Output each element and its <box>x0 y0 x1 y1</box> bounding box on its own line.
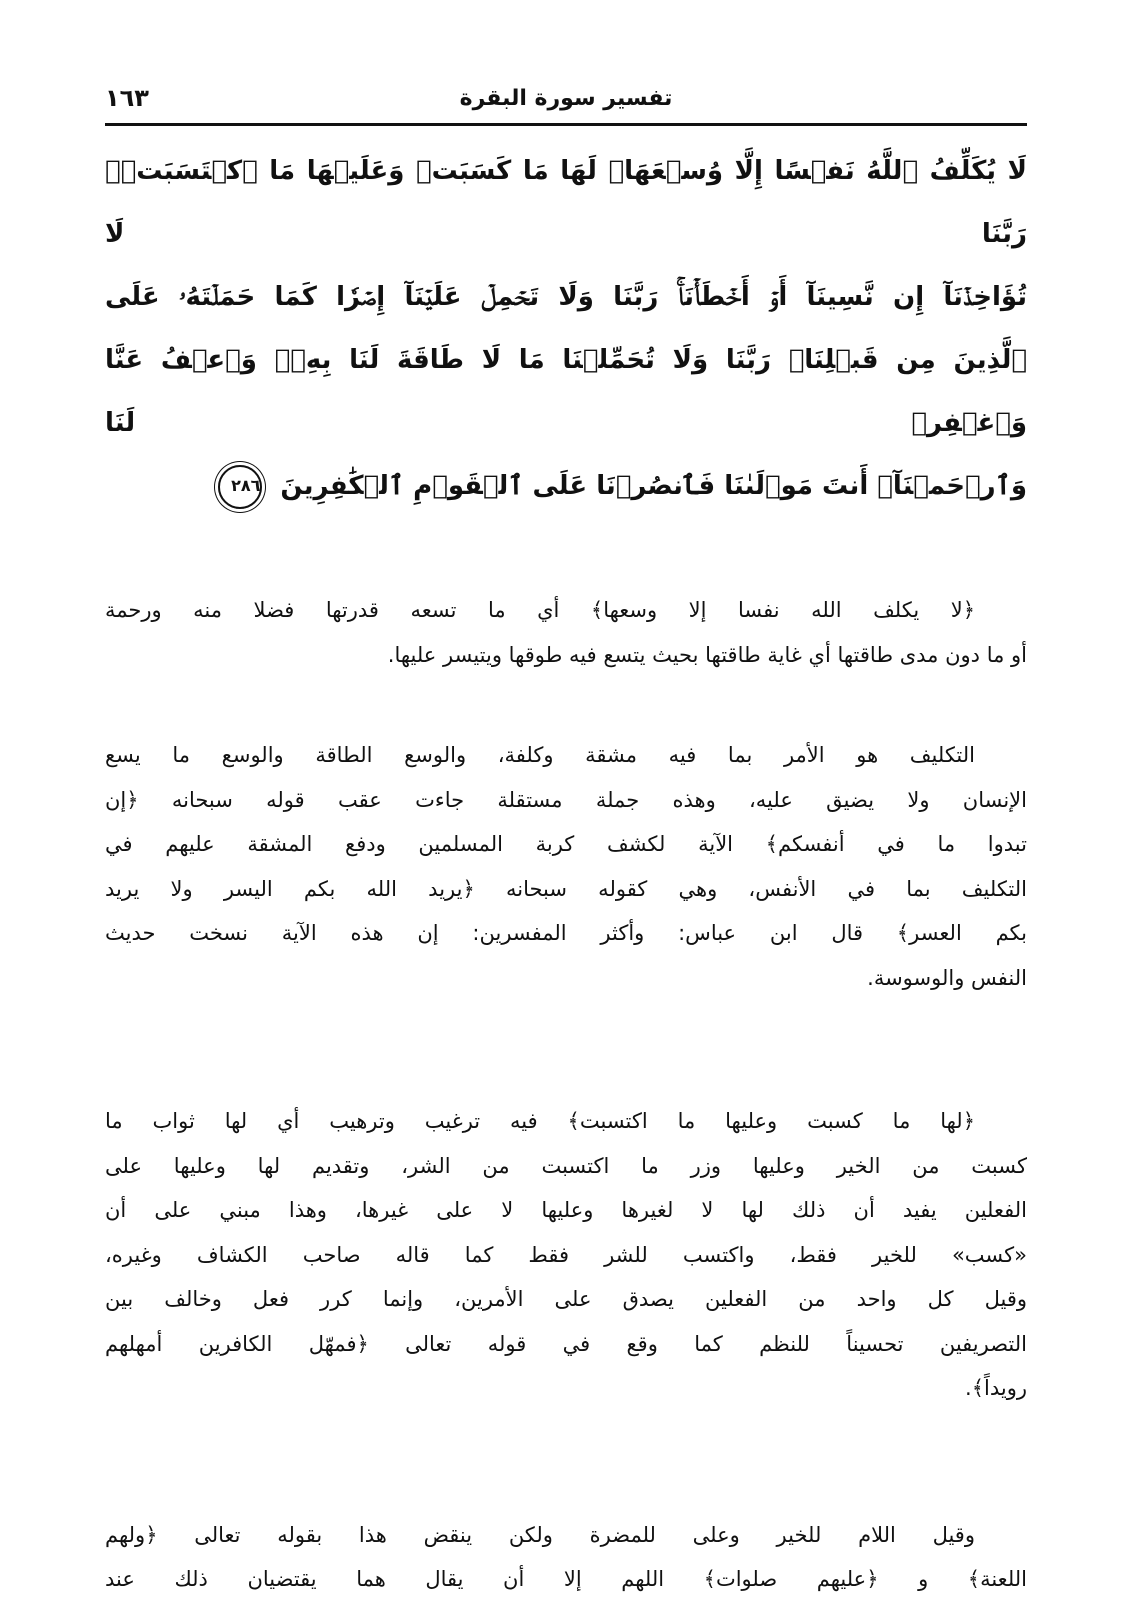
text-line: التكليف بما في الأنفس، وهي كقوله سبحانه ﴿يريد الله بكم اليسر ولا يريد <box>105 876 1027 901</box>
header-rule <box>105 123 1027 126</box>
text-line: ﴿لا يكلف الله نفسا إلا وسعها﴾ أي ما تسعه قدرتها فضلا منه ورحمة <box>105 598 975 622</box>
quran-verse-block <box>105 140 1027 518</box>
verse-line <box>105 329 1027 455</box>
text-line: الفعلين يفيد أن ذلك لها لا لغيرها وعليها لا على غيرها، وهذا مبني على أن <box>105 1198 1027 1222</box>
text-line: كسبت من الخير وعليها وزر ما اكتسبت من الشر، وتقديم لها وعليها على <box>105 1153 1027 1178</box>
text-line: اللعنة﴾ و ﴿عليهم صلوات﴾ اللهم إلا أن يقال هما يقتضيان ذلك عند <box>105 1567 1027 1591</box>
text-line: أو ما دون مدى طاقتها أي غاية طاقتها بحيث يتسع فيه طوقها ويتيسر عليها. <box>387 642 1027 667</box>
commentary-paragraph <box>105 733 1027 1000</box>
text-line: التكليف هو الأمر بما فيه مشقة وكلفة، والوسع الطاقة والوسع ما يسع <box>105 743 975 767</box>
text-line: ﴿لها ما كسبت وعليها ما اكتسبت﴾ فيه ترغيب وترهيب أي لها ثواب ما <box>105 1109 975 1133</box>
verse-text: لَا يُكَلِّفُ ٱللَّهُ نَفۡسًا إِلَّا وُسۡعَهَاۚ لَهَا مَا كَسَبَتۡ وَعَلَيۡهَا مَا ٱكۡتَسَبَتۡۗ رَبَّنَا لَا <box>105 156 1027 249</box>
text-line: النفس والوسوسة. <box>867 965 1027 990</box>
verse-line <box>105 266 1027 329</box>
page-number: ١٦٣ <box>105 84 149 112</box>
commentary-paragraph <box>105 1513 1027 1602</box>
text-line: وقيل اللام للخير وعلى للمضرة ولكن ينقض هذا بقوله تعالى ﴿ولهم <box>105 1522 975 1547</box>
commentary-body <box>105 588 1027 1602</box>
header-title: تفسير سورة البقرة <box>459 86 673 111</box>
commentary-paragraph <box>105 1099 1027 1411</box>
ayah-number-marker: ٢٨٦ <box>218 465 262 509</box>
verse-text: تُؤَاخِذۡنَآ إِن نَّسِينَآ أَوۡ أَخۡطَأۡنَاۚ رَبَّنَا وَلَا تَحۡمِلۡ عَلَيۡنَآ إِصۡرٗا كَمَا حَمَلۡتَهُۥ عَلَى <box>105 282 1027 312</box>
text-line: تبدوا ما في أنفسكم﴾ الآية لكشف كربة المسلمين ودفع المشقة عليهم في <box>105 832 1027 856</box>
running-header <box>105 82 1027 123</box>
verse-text: ٱلَّذِينَ مِن قَبۡلِنَاۚ رَبَّنَا وَلَا تُحَمِّلۡنَا مَا لَا طَاقَةَ لَنَا بِهِۦۖ وَٱعۡفُ عَنَّا وَٱغۡفِرۡ لَنَا <box>105 345 1027 438</box>
text-line: وقيل كل واحد من الفعلين يصدق على الأمرين، وإنما كرر فعل وخالف بين <box>105 1287 1027 1311</box>
text-line: التصريفين تحسيناً للنظم كما وقع في قوله تعالى ﴿فمهّل الكافرين أمهلهم <box>105 1331 1027 1356</box>
text-line: الإنسان ولا يضيق عليه، وهذه جملة مستقلة جاءت عقب قوله سبحانه ﴿إن <box>105 787 1027 812</box>
book-page <box>105 0 1027 1602</box>
verse-text: وَٱرۡحَمۡنَآۚ أَنتَ مَوۡلَىٰنَا فَٱنصُرۡنَا عَلَى ٱلۡقَوۡمِ ٱلۡكَٰفِرِينَ <box>280 471 1027 501</box>
text-line: «كسب» للخير فقط، واكتسب للشر فقط كما قاله صاحب الكشاف وغيره، <box>105 1242 1027 1267</box>
text-line: بكم العسر﴾ قال ابن عباس: وأكثر المفسرين: إن هذه الآية نسخت حديث <box>105 921 1027 945</box>
commentary-paragraph <box>105 588 1027 677</box>
text-line: رويداً﴾. <box>965 1376 1027 1400</box>
verse-line <box>105 455 1027 518</box>
verse-line <box>105 140 1027 266</box>
